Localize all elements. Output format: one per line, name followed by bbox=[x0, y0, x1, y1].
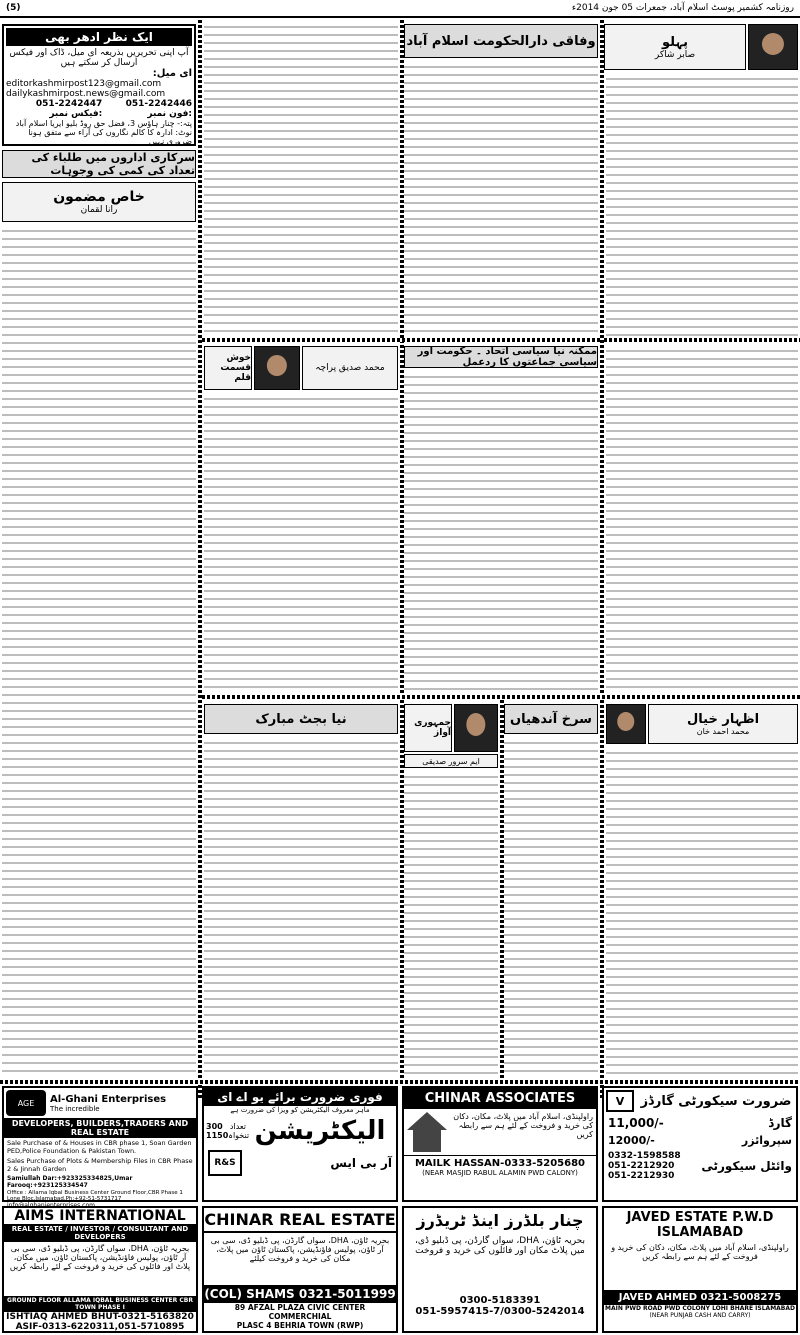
alghani-bullet: Sales Purchase of Plots & Membership Files in CBR Phase 2 & Jinnah Garden bbox=[7, 1157, 193, 1173]
headline-a8 bbox=[504, 704, 598, 734]
email-address[interactable]: dailykashmirpost.news@gmail.com bbox=[6, 89, 166, 99]
contact-box-title: ایک نظر ادھر بھی bbox=[6, 28, 192, 46]
guards-phone: 051-2212930 bbox=[608, 1171, 675, 1181]
author-photo bbox=[606, 704, 646, 744]
author-name: صابر شاکر bbox=[654, 49, 696, 60]
byline-a7-author bbox=[404, 754, 498, 768]
dateline: روزنامہ کشمیر پوسٹ اسلام آباد، جمعرات 05 جون 2014ء bbox=[571, 3, 794, 13]
headline-a1-text: سرکاری اداروں میں طلباء کی تعداد کی کمی کی وجوہات bbox=[31, 151, 195, 177]
byline-a7 bbox=[404, 704, 452, 752]
rs-logo bbox=[208, 1150, 242, 1176]
email-label: ای میل: bbox=[152, 68, 192, 79]
article-body bbox=[606, 748, 798, 1078]
byline-a4-author bbox=[302, 346, 398, 390]
salary-label: تنخواہ bbox=[228, 1131, 250, 1140]
electrician-title: الیکٹریشن bbox=[254, 1116, 386, 1146]
page-header bbox=[0, 0, 800, 18]
author-name: محمد صدیق پراچہ bbox=[315, 363, 385, 373]
alghani-name: Al-Ghani Enterprises bbox=[50, 1093, 167, 1105]
author-name: محمد احمد خان bbox=[696, 727, 750, 736]
guard-salary: 11,000/- bbox=[608, 1116, 664, 1130]
guards-phone: 0332-1598588 bbox=[608, 1151, 681, 1161]
chinar-realestate-name: CHINAR REAL ESTATE bbox=[204, 1208, 396, 1233]
count-value: 300 bbox=[206, 1122, 223, 1131]
supervisor-salary: 12000/- bbox=[608, 1134, 655, 1147]
javed-estate-address: (NEAR PUNJAB CASH AND CARRY) bbox=[649, 1312, 751, 1319]
alghani-contacts: Samiullah Dar:+923325334825,Umar Farooq:+923125334547 bbox=[7, 1175, 133, 1189]
column-separator bbox=[600, 20, 604, 1100]
guard-role: گارڈ bbox=[768, 1116, 792, 1130]
article-body bbox=[504, 738, 598, 1078]
fax-number: 051-2242447 :فیکس نمبر bbox=[35, 99, 103, 119]
row-separator bbox=[202, 338, 600, 342]
ad-security-guards bbox=[602, 1086, 798, 1202]
column-name: اظہار خیال bbox=[686, 712, 760, 727]
alghani-badge: AGE bbox=[17, 1098, 35, 1108]
article-body bbox=[606, 346, 798, 692]
author-name: ایم سرور صدیقی bbox=[422, 756, 480, 766]
chinar-builders-contact: 0300-5183391 bbox=[459, 1295, 541, 1306]
alghani-logo bbox=[6, 1090, 46, 1116]
contact-box bbox=[2, 24, 196, 146]
byline-a4 bbox=[204, 346, 252, 390]
column-name: خوش قسمت قلم bbox=[220, 353, 251, 383]
ad-alghani bbox=[2, 1086, 198, 1202]
row-separator bbox=[0, 1080, 800, 1084]
javed-estate-text: راولپنڈی، اسلام آباد میں پلاٹ، مکان، دکان کی خرید و فروخت کے لئے ہم سے رابطہ کریں bbox=[611, 1243, 789, 1261]
article-body bbox=[404, 772, 498, 1078]
email-address[interactable]: editorkashmirpost123@gmail.com bbox=[6, 79, 162, 89]
aims-contact: ISHTIAQ AHMED BHUT-0321-5163820 bbox=[6, 1312, 194, 1322]
ad-chinar-builders bbox=[402, 1206, 598, 1333]
vital-logo bbox=[606, 1090, 634, 1112]
row-separator bbox=[604, 338, 800, 342]
headline-a6-text: نیا بجٹ مبارک bbox=[255, 711, 347, 727]
chinar-associates-text: راولپنڈی، اسلام آباد میں پلاٹ، مکان، دکان کی خرید و فروخت کے لئے ہم سے رابطہ کریں bbox=[453, 1112, 593, 1139]
column-name: خاص مضمون bbox=[53, 189, 145, 205]
vital-logo-text: V bbox=[615, 1094, 625, 1108]
count-label: تعداد bbox=[229, 1122, 246, 1131]
rs-logo-text: R&S bbox=[214, 1158, 236, 1168]
chinar-realestate-contact: (COL) SHAMS 0321-5011999 bbox=[204, 1287, 396, 1301]
electrician-head: فوری ضرورت برائے یو اے ای bbox=[204, 1088, 396, 1106]
alghani-bullet: Sale Purchase of & Houses in CBR phase 1, Soan Garden PED,Police Foundation & Pakistan Town. bbox=[7, 1139, 192, 1155]
headline-a2-text: وفاقی دارالحکومت اسلام آباد bbox=[406, 33, 596, 49]
javed-estate-contact: JAVED AHMED 0321-5008275 bbox=[604, 1290, 796, 1305]
javed-estate-name: JAVED ESTATE P.W.D bbox=[626, 1210, 774, 1225]
guards-phone: 051-2212920 bbox=[608, 1161, 675, 1171]
column-name: جمہوری آواز bbox=[414, 718, 451, 738]
headline-a1 bbox=[2, 150, 196, 178]
aims-text: بحریہ ٹاؤن، DHA، سواں گارڈن، پی ڈبلیو ڈی، سی بی آر ٹاؤن، پولیس فاؤنڈیشن، پاکستان ٹاؤن، میں مکان، پلاٹ اور فائلوں کی خرید و فروخت کے لئے رابطہ کریں bbox=[9, 1244, 191, 1271]
chinar-realestate-text: بحریہ ٹاؤن، DHA، سواں گارڈن، پی ڈبلیو ڈی، سی بی آر ٹاؤن، پولیس فاؤنڈیشن، پاکستان ٹاؤن میں پلاٹ، مکان کی خرید و فروخت کیلئے bbox=[210, 1236, 390, 1263]
byline-a3 bbox=[604, 24, 746, 70]
author-photo bbox=[254, 346, 300, 390]
chinar-associates-contact: MAILK HASSAN-0333-5205680 bbox=[404, 1155, 596, 1169]
chinar-associates-name: CHINAR ASSOCIATES bbox=[404, 1088, 596, 1109]
supervisor-role: سپروائزر bbox=[741, 1134, 792, 1147]
page-number: (5) bbox=[6, 3, 21, 13]
headline-a6 bbox=[204, 704, 398, 734]
column-name: پہلو bbox=[662, 34, 688, 50]
house-icon bbox=[407, 1112, 447, 1152]
article-body bbox=[204, 22, 398, 336]
byline-a1 bbox=[2, 182, 196, 222]
article-body bbox=[204, 394, 398, 692]
chinar-builders-contact: 051-5957415-7/0300-5242014 bbox=[415, 1306, 585, 1317]
electrician-company: آر بی ایس bbox=[330, 1156, 392, 1170]
ad-chinar-real-estate bbox=[202, 1206, 398, 1333]
guards-company: وائٹل سیکورٹی bbox=[701, 1159, 792, 1173]
article-body bbox=[404, 372, 598, 692]
author-photo bbox=[454, 704, 498, 752]
column-separator bbox=[198, 20, 202, 1100]
author-name: رانا لقمان bbox=[80, 205, 118, 215]
chinar-realestate-address: PLASC 4 BEHRIA TOWN (RWP) bbox=[236, 1321, 364, 1330]
author-photo bbox=[748, 24, 798, 70]
electrician-sub: ماہر معروف الیکٹریشن کو ویزا کی ضرورت ہے bbox=[230, 1106, 370, 1114]
article-body bbox=[606, 74, 798, 336]
article-body bbox=[204, 738, 398, 1078]
chinar-realestate-address: 89 AFZAL PLAZA CIVIC CENTER COMMERCHIAL bbox=[234, 1303, 366, 1321]
chinar-associates-address: (NEAR MASJID RABUL ALAMIN PWD CALONY) bbox=[422, 1169, 578, 1177]
ad-javed-estate bbox=[602, 1206, 798, 1333]
article-body bbox=[404, 62, 598, 336]
row-separator bbox=[202, 695, 800, 699]
alghani-headline: DEVELOPERS, BUILDERS,TRADERS AND REAL ESTATE bbox=[4, 1118, 196, 1138]
chinar-builders-text: بحریہ ٹاؤن، DHA، سواں گارڈن، پی ڈبلیو ڈی، میں پلاٹ مکان اور فائلوں کی خرید و فروخت bbox=[415, 1236, 585, 1256]
alghani-office: Office : Allama Iqbal Business Center Ground Floor,CBR Phase 1 Lone Bloc,Islamabad.Ph:+92-51-5731717 bbox=[7, 1190, 183, 1202]
headline-a2 bbox=[404, 24, 598, 58]
ad-chinar-associates bbox=[402, 1086, 598, 1202]
headline-a5 bbox=[404, 346, 598, 368]
aims-address: GROUND FLOOR ALLAMA IQBAL BUSINESS CENTER CBR TOWN PHASE I bbox=[4, 1296, 196, 1312]
chinar-builders-name: چنار بلڈرز اینڈ ٹریڈرز bbox=[416, 1211, 584, 1230]
javed-estate-address: MAIN PWD ROAD PWD COLONY LOHI BHARE ISLAMABAD bbox=[605, 1305, 795, 1312]
article-body bbox=[2, 226, 196, 1078]
ad-aims-international bbox=[2, 1206, 198, 1333]
phone-number: 051-2242446 :فون نمبر bbox=[125, 99, 192, 119]
byline-a9 bbox=[648, 704, 798, 744]
disclaimer-note: نوٹ: ادارہ کا کالم نگاروں کی آراء سے متفق ہونا ضروری نہیں bbox=[28, 128, 192, 146]
ad-electrician bbox=[202, 1086, 398, 1202]
aims-contact: ASIF-0313-6220311,051-5710895 bbox=[15, 1322, 185, 1332]
aims-name: AIMS INTERNATIONAL bbox=[14, 1208, 186, 1224]
javed-estate-city: ISLAMABAD bbox=[656, 1225, 744, 1240]
alghani-tagline: The incredible bbox=[50, 1104, 100, 1113]
contact-box-intro: آپ اپنی تحریریں بذریعہ ای میل، ڈاک اور فیکس ارسال کر سکتے ہیں bbox=[9, 48, 189, 68]
headline-a8-text: سرخ آندھیاں bbox=[510, 711, 592, 727]
salary-value: 1150 bbox=[206, 1131, 229, 1140]
aims-sub: REAL ESTATE / INVESTOR / CONSULTANT AND DEVELOPERS bbox=[4, 1224, 196, 1242]
headline-a5-text: ممکنہ نیا سیاسی اتحاد ۔ حکومت اور سیاسی جماعتوں کا ردعمل bbox=[417, 346, 597, 368]
guards-head: ضرورت سیکورٹی گارڈز bbox=[640, 1093, 792, 1109]
office-address: پتہ:- چنار ہاؤس 3، فضل حق روڈ بلیو ایریا اسلام آباد bbox=[15, 119, 192, 128]
